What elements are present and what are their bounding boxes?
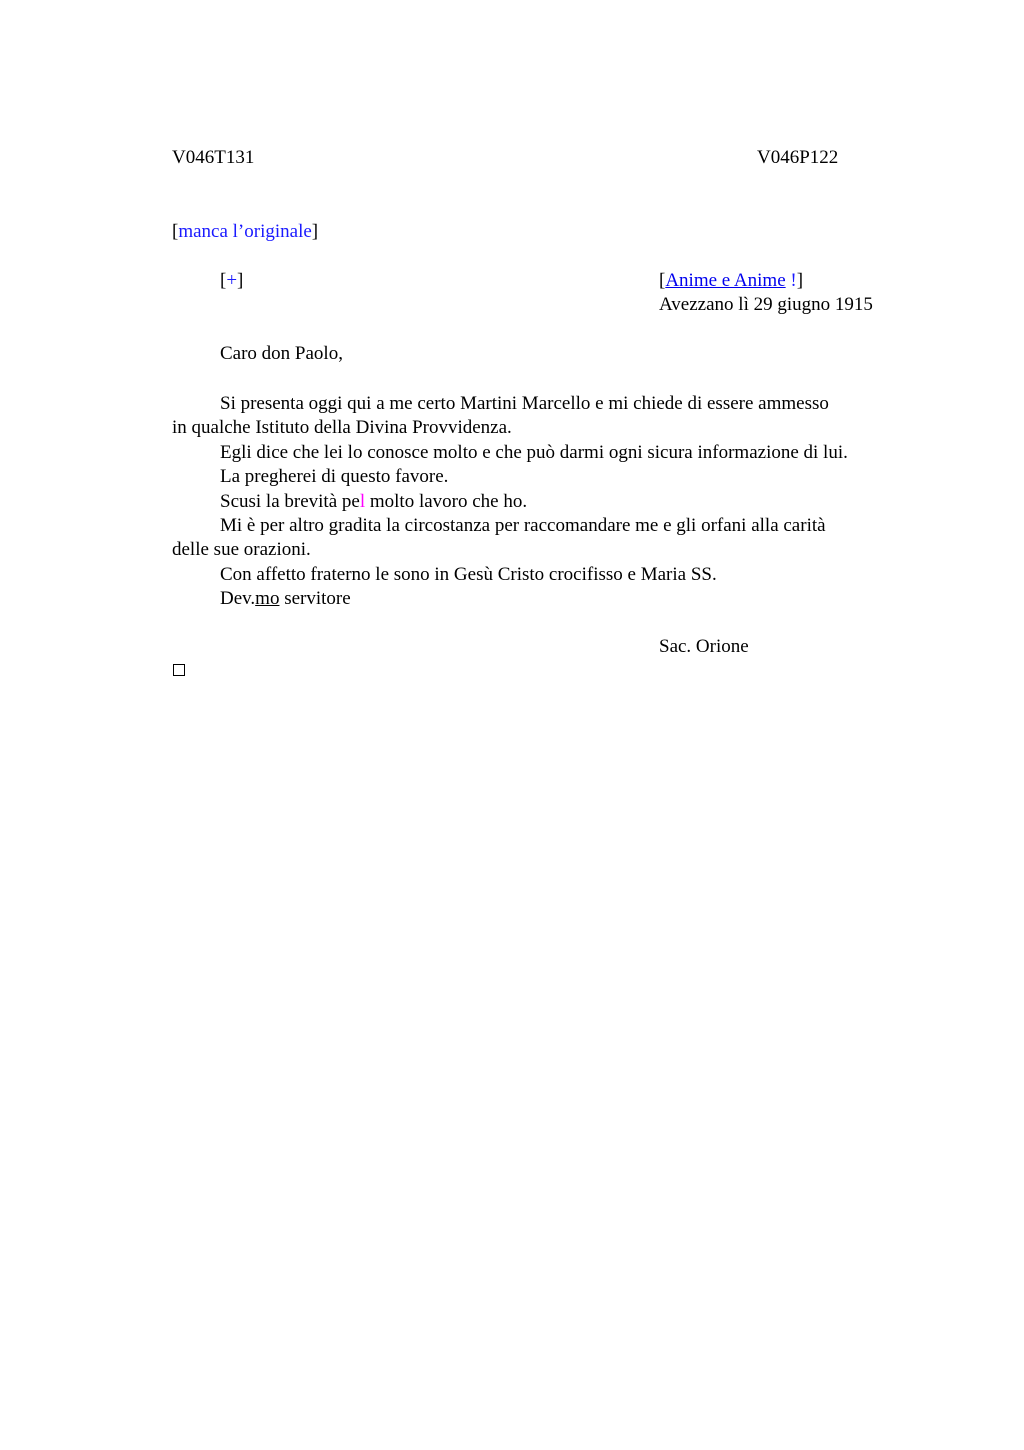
paragraph-5-line-1: Mi è per altro gradita la circostanza per raccomandare me e gli orfani alla carità	[220, 515, 826, 537]
salutation: Caro don Paolo,	[220, 343, 343, 364]
motto-link[interactable]: Anime e Anime	[665, 270, 786, 291]
paragraph-3: La pregherei di questo favore.	[220, 466, 449, 488]
paragraph-2: Egli dice che lei lo conosce molto e che può darmi ogni sicura informazione di lui.	[220, 441, 848, 463]
signature: Sac. Orione	[659, 636, 749, 657]
note-text: manca l’originale	[178, 221, 312, 242]
header-right-code: V046P122	[757, 147, 839, 168]
cross-mark	[220, 269, 243, 293]
cross-symbol: +	[226, 270, 238, 291]
paragraph-4-mark: l	[359, 490, 366, 512]
header-left-code: V046T131	[172, 147, 255, 168]
paragraph-7-underlined: mo	[255, 588, 280, 610]
motto	[659, 269, 803, 293]
cross-close-bracket: ]	[237, 270, 244, 291]
paragraph-4-before: Scusi la brevità pe	[220, 490, 360, 512]
editorial-note	[172, 220, 318, 244]
paragraph-7	[172, 587, 912, 611]
paragraph-7-after: servitore	[279, 588, 351, 610]
note-open-bracket: [	[172, 221, 179, 242]
motto-exclaim: !	[790, 270, 797, 291]
cross-open-bracket: [	[220, 270, 227, 291]
paragraph-7-before: Dev.	[220, 588, 256, 610]
paragraph-4-after: molto lavoro che ho.	[365, 490, 528, 512]
note-close-bracket: ]	[311, 221, 319, 242]
paragraph-1-line-2: in qualche Istituto della Divina Provvidenza.	[172, 417, 512, 439]
paragraph-4	[172, 490, 912, 514]
motto-open-bracket: [	[659, 270, 666, 291]
checkbox-icon	[173, 664, 185, 676]
paragraph-6: Con affetto fraterno le sono in Gesù Cristo crocifisso e Maria SS.	[220, 563, 717, 585]
letter-body	[172, 392, 912, 612]
place-date: Avezzano lì 29 giugno 1915	[659, 294, 873, 315]
motto-close-bracket: ]	[796, 270, 804, 291]
paragraph-1-line-1: Si presenta oggi qui a me certo Martini Marcello e mi chiede di essere ammesso	[220, 393, 829, 414]
paragraph-5-line-2: delle sue orazioni.	[172, 539, 311, 561]
